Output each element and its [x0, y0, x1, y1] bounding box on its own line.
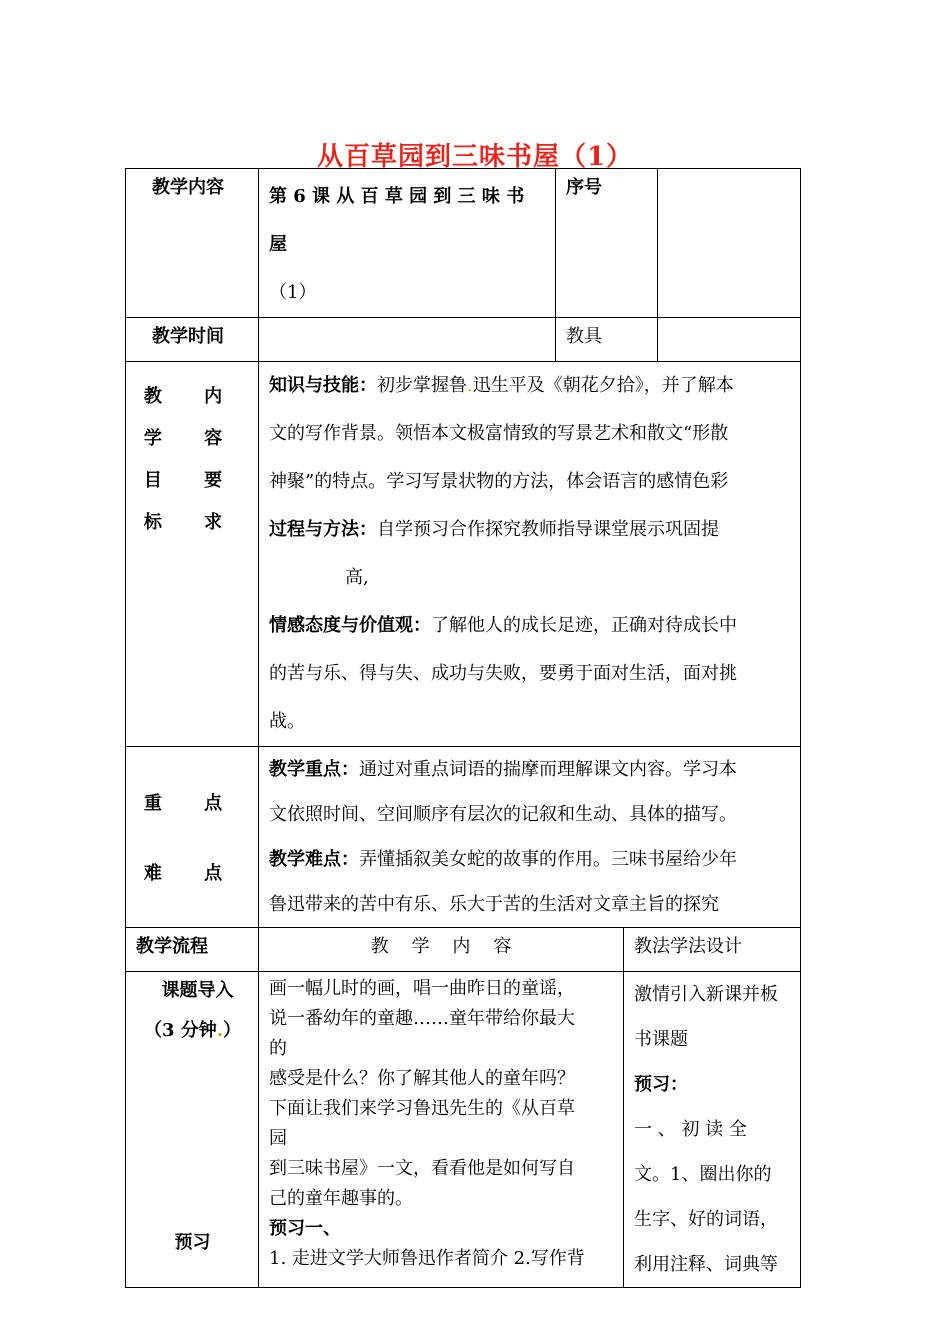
- method-preview-title: 预习：: [634, 1074, 688, 1095]
- process-line: [269, 506, 790, 554]
- method-line: 书课题: [634, 1029, 688, 1050]
- knowledge-text-b: 迅生平及《朝花夕拾》，并了解本: [472, 375, 734, 396]
- key-line-2: 文依照时间、空间顺序有层次的记叙和生动、具体的描写。: [269, 804, 737, 825]
- emotion-line-2: 的苦与乐、得与失、成功与失败，要勇于面对生活，面对挑: [269, 663, 737, 684]
- key-points-label: [126, 747, 259, 928]
- intro-line: 下面让我们来学习鲁迅先生的《从百草: [269, 1098, 575, 1119]
- content-value-line-2: （1）: [269, 282, 317, 303]
- emotion-line-3: 战。: [269, 711, 305, 732]
- objectives-label-line: 教 内: [143, 386, 241, 407]
- time-value: [259, 318, 556, 362]
- objectives-label-line: 标 求: [143, 512, 241, 533]
- decorative-dot-icon: .: [216, 1020, 224, 1041]
- flow-content: [259, 972, 624, 1288]
- flow-header-content: 教 学 内 容: [259, 928, 624, 972]
- difficult-label: 教学难点：: [269, 849, 359, 870]
- time-row: [126, 318, 801, 362]
- content-value: [259, 169, 556, 318]
- difficult-line-2: 鲁迅带来的苦中有乐、乐大于苦的生活对文章主旨的探究: [269, 894, 719, 915]
- content-value-line-1: 第 6 课 从 百 草 园 到 三 味 书 屋: [269, 186, 525, 255]
- step-intro-time-end: ）: [223, 1020, 242, 1041]
- emotion-text: 了解他人的成长足迹，正确对待成长中: [431, 615, 737, 636]
- document-title: 从百草园到三味书屋（1）: [316, 142, 634, 172]
- flow-steps: [126, 972, 259, 1288]
- intro-line: 说一番幼年的童趣……童年带给你最大: [269, 1008, 575, 1029]
- emotion-label: 情感态度与价值观：: [269, 615, 431, 636]
- tools-value: [658, 318, 801, 362]
- knowledge-label: 知识与技能：: [269, 375, 377, 396]
- serial-value: [658, 169, 801, 318]
- key-line: [269, 747, 790, 792]
- content-label: 教学内容: [126, 169, 259, 318]
- intro-line: 到三味书屋》一文，看看他是如何写自: [269, 1158, 575, 1179]
- intro-line: 己的童年趣事的。: [269, 1188, 413, 1209]
- flow-header-method: 教法学法设计: [624, 928, 801, 972]
- preview-title: 预习一、: [269, 1218, 341, 1239]
- method-line: 一 、 初 读 全: [634, 1119, 747, 1140]
- tools-label: 教具: [556, 318, 658, 362]
- decorative-dot-icon: .: [467, 375, 473, 396]
- method-line: 文。1、圈出你的: [634, 1164, 772, 1185]
- content-row: [126, 169, 801, 318]
- difficult-text: 弄懂插叙美女蛇的故事的作用。三味书屋给少年: [359, 849, 737, 870]
- difficult-line: [269, 837, 790, 882]
- objectives-label-line: 目 要: [143, 470, 241, 491]
- flow-row: [126, 972, 801, 1288]
- key-text: 通过对重点词语的揣摩而理解课文内容。学习本: [359, 759, 737, 780]
- knowledge-line-3: 神聚”的特点。学习写景状物的方法，体会语言的感情色彩: [269, 471, 729, 492]
- lesson-plan-table: [125, 168, 801, 1288]
- intro-line: 的: [269, 1038, 287, 1059]
- step-intro: 课题导入: [161, 980, 234, 1001]
- intro-line: 画一幅儿时的画，唱一曲昨日的童谣，: [269, 978, 575, 999]
- key-points-content: [259, 747, 801, 928]
- difficult-point-label: 难 点: [143, 863, 241, 884]
- process-text: 自学预习合作探究教师指导课堂展示巩固提: [377, 519, 719, 540]
- objectives-label-line: 学 容: [143, 428, 241, 449]
- knowledge-line: [269, 362, 790, 410]
- intro-line: 感受是什么？你了解其他人的童年吗？: [269, 1068, 575, 1089]
- knowledge-text-a: 初步掌握鲁: [377, 375, 467, 396]
- method-line: 激情引入新课并板: [634, 984, 778, 1005]
- key-points-row: [126, 747, 801, 928]
- time-label: 教学时间: [126, 318, 259, 362]
- flow-method: [624, 972, 801, 1288]
- preview-item: 1. 走进文学大师鲁迅作者简介 2.写作背: [269, 1248, 585, 1269]
- process-line-2: 高,: [345, 567, 369, 588]
- flow-header-row: [126, 928, 801, 972]
- intro-line: 园: [269, 1128, 287, 1149]
- step-intro-time-text: （3 分钟: [143, 1020, 217, 1041]
- knowledge-line-2: 文的写作背景。领悟本文极富情致的写景艺术和散文“形散: [269, 423, 729, 444]
- step-preview: 预习: [174, 1232, 211, 1253]
- method-line: 利用注释、词典等: [634, 1254, 778, 1275]
- emotion-line: [269, 602, 790, 650]
- process-label: 过程与方法：: [269, 519, 377, 540]
- objectives-content: [259, 362, 801, 747]
- serial-label: 序号: [556, 169, 658, 318]
- objectives-row: [126, 362, 801, 747]
- key-label: 教学重点：: [269, 759, 359, 780]
- flow-header-step: 教学流程: [126, 928, 259, 972]
- objectives-label: [126, 362, 259, 747]
- key-point-label: 重 点: [143, 793, 241, 814]
- step-intro-time: [126, 1016, 259, 1042]
- method-line: 生字、好的词语，: [634, 1209, 778, 1230]
